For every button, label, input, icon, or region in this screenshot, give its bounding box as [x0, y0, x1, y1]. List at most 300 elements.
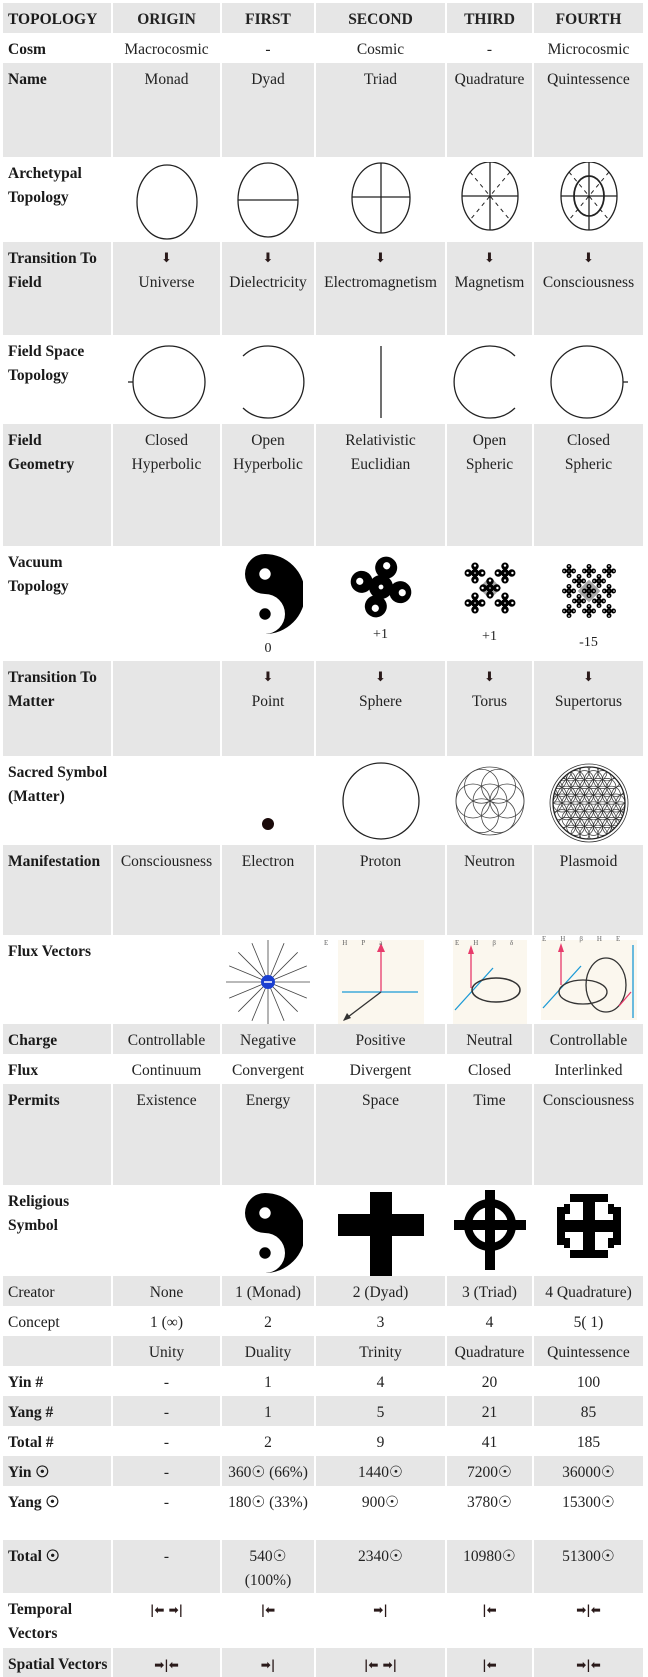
- row-permits: [3, 1084, 645, 1185]
- cell: [447, 1336, 534, 1366]
- cell: [316, 33, 447, 63]
- cell-text: 4 Quadrature): [545, 1284, 632, 1301]
- cell-text-line2: Hyperbolic: [233, 456, 303, 473]
- cell: [534, 935, 645, 1024]
- point-dot-icon: [222, 761, 314, 841]
- cell: [534, 1540, 645, 1593]
- header-origin: ORIGIN: [113, 3, 222, 33]
- cell-text-line2: Euclidian: [350, 456, 411, 473]
- cell: [113, 935, 222, 1024]
- cell-text: 1: [264, 1374, 272, 1391]
- cell: [447, 1456, 534, 1486]
- cell: [447, 335, 534, 424]
- cell-text: Space: [361, 1092, 399, 1109]
- field-open-right-arc-icon: [447, 340, 532, 424]
- cell: [534, 661, 645, 756]
- row-label: Yin ☉: [3, 1456, 113, 1486]
- cell: [222, 1054, 316, 1084]
- cell: [447, 1486, 534, 1540]
- cell-text: 900☉: [361, 1494, 400, 1511]
- cell: [222, 242, 316, 335]
- cell: [113, 1336, 222, 1366]
- vector-arrows-icon: |⬅ ➡|: [363, 1658, 398, 1672]
- vector-arrows-icon: |⬅ ➡|: [149, 1603, 184, 1617]
- cell: [534, 845, 645, 935]
- vector-arrows-icon: ➡|: [260, 1658, 276, 1672]
- vector-arrows-icon: ➡|⬅: [576, 1603, 601, 1617]
- cell: [316, 546, 447, 661]
- cell-text: Closed: [566, 432, 611, 449]
- seed-of-life-icon: [447, 761, 532, 841]
- cell: [447, 33, 534, 63]
- cell-text-line2: Hyperbolic: [131, 456, 202, 473]
- cell: [222, 157, 316, 242]
- vector-label: β: [579, 935, 583, 943]
- cell: [222, 1306, 316, 1336]
- arrow-down-icon: ⬇: [262, 670, 274, 685]
- cross-icon: [316, 1190, 445, 1276]
- cell: [534, 546, 645, 661]
- cell: [113, 1486, 222, 1540]
- cell: [534, 1084, 645, 1185]
- cell-text: 10980☉: [463, 1548, 516, 1565]
- cell: [534, 1648, 645, 1677]
- cell-text: -: [163, 1434, 170, 1451]
- cell-text: Controllable: [549, 1032, 628, 1049]
- cell: [447, 1540, 534, 1593]
- cell: [113, 63, 222, 157]
- cell: [534, 1336, 645, 1366]
- cell: [534, 1426, 645, 1456]
- cell: [447, 661, 534, 756]
- row-field-space-topology: [3, 335, 645, 424]
- cell-text: +1: [373, 627, 388, 642]
- archetype-eighths-circle-icon: [447, 162, 532, 242]
- cell-text: Neutral: [466, 1032, 513, 1049]
- cell-text: 3: [376, 1314, 385, 1331]
- cell: [447, 1054, 534, 1084]
- row-label: Sacred Symbol (Matter): [3, 756, 113, 845]
- cell: [447, 1185, 534, 1276]
- archetype-double-circle-icon: [534, 162, 643, 242]
- cell: [222, 1276, 316, 1306]
- row-label: Vacuum Topology: [3, 546, 113, 661]
- row-label: Flux Vectors: [3, 935, 113, 1024]
- cell-text: Point: [251, 693, 285, 710]
- row-temporal-vectors: [3, 1593, 645, 1648]
- cell: [222, 935, 316, 1024]
- cell-text: 1 (Monad): [235, 1284, 301, 1301]
- arrow-down-icon: ⬇: [484, 670, 495, 685]
- cell-text: 21: [481, 1404, 498, 1421]
- archetype-circle-icon: [113, 162, 220, 242]
- cell: [222, 1185, 316, 1276]
- cell: [447, 242, 534, 335]
- vector-arrows-icon: ➡|⬅: [576, 1658, 601, 1672]
- cell-text: Closed: [144, 432, 189, 449]
- cell: [534, 1486, 645, 1540]
- arrow-down-icon: ⬇: [484, 251, 495, 266]
- electron-field-icon: [222, 940, 314, 1024]
- cell: [113, 1306, 222, 1336]
- vector-arrows-icon: |⬅: [482, 1603, 497, 1617]
- cell: [534, 157, 645, 242]
- row-archetypal-topology: [3, 157, 645, 242]
- row-yang: [3, 1396, 645, 1426]
- swirl-fractal-icon: [447, 551, 532, 625]
- cell: [316, 1336, 447, 1366]
- row-label: Total ☉: [3, 1540, 113, 1593]
- cell: [316, 1593, 447, 1648]
- cell: [534, 1456, 645, 1486]
- cell: [222, 1396, 316, 1426]
- row-sacred-symbol-matter: [3, 756, 645, 845]
- cell: [534, 424, 645, 546]
- cell-text: Dyad: [251, 71, 285, 88]
- vector-label: H: [342, 939, 348, 947]
- cell-text: 5: [376, 1404, 385, 1421]
- yin-yang-icon: [222, 1190, 314, 1276]
- vector-label: H: [596, 935, 602, 943]
- cell-text: 1: [264, 1404, 272, 1421]
- cell-text: Neutron: [464, 853, 515, 870]
- cell: [316, 1185, 447, 1276]
- cell-text: Open: [251, 432, 285, 449]
- cell-text: Divergent: [349, 1062, 412, 1079]
- cell-text: Convergent: [231, 1062, 305, 1079]
- cell: [534, 1276, 645, 1306]
- sphere-circle-icon: [316, 761, 445, 841]
- cell-text: Consciousness: [542, 274, 635, 291]
- row-label: Yang ☉: [3, 1486, 113, 1540]
- cell: [447, 157, 534, 242]
- cell: [113, 1396, 222, 1426]
- cell-text: Existence: [136, 1092, 197, 1109]
- cell-text: 180☉ (33%): [228, 1494, 308, 1511]
- cell: [316, 1084, 447, 1185]
- cell: [534, 63, 645, 157]
- row-creator: [3, 1276, 645, 1306]
- cell-text: 3780☉: [467, 1494, 512, 1511]
- cell: [113, 1024, 222, 1054]
- cell-text: 0: [264, 641, 272, 656]
- cell: [222, 63, 316, 157]
- row-label: Religious Symbol: [3, 1185, 113, 1276]
- cell-text: -: [163, 1494, 170, 1511]
- cell: [316, 157, 447, 242]
- cell-text: Plasmoid: [559, 853, 618, 870]
- cell: [113, 157, 222, 242]
- cell: [113, 242, 222, 335]
- field-line-icon: [316, 340, 445, 424]
- cell-text: Macrocosmic: [124, 41, 209, 58]
- cell: [316, 1276, 447, 1306]
- vector-label: P: [361, 939, 366, 947]
- row-label: Temporal Vectors: [3, 1593, 113, 1648]
- cell-text: 1 (∞): [150, 1314, 183, 1331]
- cell-text: Consciousness: [120, 853, 213, 870]
- cell-text: Electromagnetism: [324, 274, 437, 291]
- row-concept: [3, 1306, 645, 1336]
- cell-text: Negative: [240, 1032, 296, 1049]
- row-label: [3, 1336, 113, 1366]
- cell: [447, 845, 534, 935]
- cell: [316, 424, 447, 546]
- cell: [316, 1456, 447, 1486]
- vector-label: H: [560, 935, 566, 943]
- cell: [222, 1426, 316, 1456]
- cell-text: Dielectricity: [229, 274, 307, 291]
- header-fourth: FOURTH: [534, 3, 645, 33]
- row-transition-to-matter: [3, 661, 645, 756]
- cell: [222, 1456, 316, 1486]
- row-flux: [3, 1054, 645, 1084]
- cell-text: 360☉ (66%): [228, 1464, 308, 1481]
- cell: [222, 1593, 316, 1648]
- cell-text: Magnetism: [454, 274, 525, 291]
- cell-text: 4: [376, 1374, 385, 1391]
- cell: [113, 845, 222, 935]
- cell: [113, 33, 222, 63]
- cell: [447, 1426, 534, 1456]
- cell-text: Unity: [148, 1344, 185, 1361]
- vector-arrows-icon: ➡|: [373, 1603, 388, 1617]
- row-label: Archetypal Topology: [3, 157, 113, 242]
- cell-text: None: [149, 1284, 184, 1301]
- row-label: Flux: [3, 1054, 113, 1084]
- row-yang: [3, 1486, 645, 1540]
- cell-text: Triad: [363, 71, 398, 88]
- cell: [113, 1593, 222, 1648]
- cell: [222, 33, 316, 63]
- cell-text: 9: [376, 1434, 385, 1451]
- vector-label: H: [473, 939, 479, 947]
- cell: [222, 335, 316, 424]
- cell-text: Electron: [241, 853, 295, 870]
- cell: [113, 546, 222, 661]
- cell-text: 100: [576, 1374, 601, 1391]
- cell: [113, 424, 222, 546]
- cell: [447, 1024, 534, 1054]
- cell: [113, 661, 222, 756]
- cell-text: Quadrature: [454, 1344, 525, 1361]
- cell-text: Closed: [467, 1062, 512, 1079]
- row-transition-to-field: [3, 242, 645, 335]
- cell-text: 7200☉: [467, 1464, 512, 1481]
- cell-text: Continuum: [131, 1062, 202, 1079]
- cell-text: 3 (Triad): [462, 1284, 517, 1301]
- row-charge: [3, 1024, 645, 1054]
- cell-text: Controllable: [127, 1032, 206, 1049]
- header-third: THIRD: [447, 3, 534, 33]
- row-label: Spatial Vectors: [3, 1648, 113, 1677]
- field-closed-circle-icon: [113, 340, 220, 424]
- row-label: Manifestation: [3, 845, 113, 935]
- cell-text: Universe: [138, 274, 195, 291]
- cell-text: Quintessence: [547, 1344, 630, 1361]
- cell-text: 5( 1): [573, 1314, 604, 1331]
- celtic-cross-icon: [447, 1190, 532, 1270]
- cell: [222, 756, 316, 845]
- cell-text: -: [163, 1404, 170, 1421]
- vector-arrows-icon: |⬅: [260, 1603, 276, 1617]
- vector-label: β: [492, 939, 496, 947]
- cell-text: 41: [481, 1434, 498, 1451]
- cell-text: 540☉: [249, 1548, 287, 1565]
- row-religious-symbol: [3, 1185, 645, 1276]
- row-label: Total #: [3, 1426, 113, 1456]
- cell: [316, 1648, 447, 1677]
- field-closed-circle-right-icon: [534, 340, 643, 424]
- row-label: Transition To Field: [3, 242, 113, 335]
- vector-arrows-icon: ➡|⬅: [154, 1658, 179, 1672]
- header-second: SECOND: [316, 3, 447, 33]
- cell-text: Consciousness: [542, 1092, 635, 1109]
- cell-text: 4: [485, 1314, 494, 1331]
- jerusalem-cross-icon: [534, 1190, 643, 1262]
- cell: [222, 1084, 316, 1185]
- cell: [316, 935, 447, 1024]
- cell: [113, 1540, 222, 1593]
- cell: [534, 1396, 645, 1426]
- cell: [316, 756, 447, 845]
- row-label: Field Geometry: [3, 424, 113, 546]
- cell: [222, 661, 316, 756]
- cell-text: Torus: [471, 693, 508, 710]
- archetype-quartered-circle-icon: [316, 162, 445, 242]
- cell: [113, 1456, 222, 1486]
- plasmoid-vectors-icon: [534, 940, 643, 1020]
- cell-text: 15300☉: [562, 1494, 615, 1511]
- cell-text: Sphere: [358, 693, 403, 710]
- cell-text: 2: [264, 1434, 272, 1451]
- field-open-left-arc-icon: [222, 340, 314, 424]
- cell-text: Energy: [245, 1092, 291, 1109]
- cell-text: -15: [579, 635, 598, 650]
- cell-text: Trinity: [359, 1344, 402, 1361]
- cell: [113, 1185, 222, 1276]
- cell: [113, 335, 222, 424]
- cell: [113, 1084, 222, 1185]
- cell: [316, 1306, 447, 1336]
- cell-text: 85: [580, 1404, 597, 1421]
- cell-text: Time: [473, 1092, 506, 1109]
- cell-text: 2: [264, 1314, 272, 1331]
- cell-text: Open: [472, 432, 507, 449]
- cell-text: 185: [576, 1434, 601, 1451]
- cell: [447, 1593, 534, 1648]
- cell: [222, 1648, 316, 1677]
- topology-table: [3, 3, 645, 1677]
- cell: [534, 33, 645, 63]
- row-label: Charge: [3, 1024, 113, 1054]
- cell: [447, 1396, 534, 1426]
- cell: [447, 935, 534, 1024]
- cell: [222, 1024, 316, 1054]
- cell-text-line2: Spheric: [564, 456, 613, 473]
- cell-text-line2: Spheric: [465, 456, 514, 473]
- cell: [113, 1426, 222, 1456]
- cell-text: Relativistic: [345, 432, 416, 449]
- row-label: Transition To Matter: [3, 661, 113, 756]
- header-row: [3, 3, 645, 33]
- cell: [316, 335, 447, 424]
- cell: [222, 845, 316, 935]
- cell: [534, 1185, 645, 1276]
- cell: [534, 242, 645, 335]
- cell-text: 51300☉: [562, 1548, 615, 1565]
- cell: [534, 1306, 645, 1336]
- cell: [222, 424, 316, 546]
- yin-yang-icon: [222, 551, 314, 637]
- cell-text: Quintessence: [547, 71, 630, 88]
- header-first: FIRST: [222, 3, 316, 33]
- cell: [222, 1486, 316, 1540]
- row-total: [3, 1540, 645, 1593]
- cell: [316, 1054, 447, 1084]
- arrow-down-icon: ⬇: [375, 670, 386, 685]
- row-label: Yin #: [3, 1366, 113, 1396]
- cell-text: 36000☉: [562, 1464, 615, 1481]
- row-yin: [3, 1456, 645, 1486]
- arrow-down-icon: ⬇: [262, 251, 274, 266]
- cell: [222, 1336, 316, 1366]
- cell: [534, 1593, 645, 1648]
- cell: [316, 1024, 447, 1054]
- cell: [447, 546, 534, 661]
- triskelion-swirl-icon: [316, 551, 445, 623]
- cell: [316, 63, 447, 157]
- row-flux-vectors: [3, 935, 645, 1024]
- row-total: [3, 1426, 645, 1456]
- row-field-geometry: [3, 424, 645, 546]
- row-cosm: [3, 33, 645, 63]
- cell: [222, 1540, 316, 1593]
- cell: [113, 1054, 222, 1084]
- vector-label: δ: [509, 939, 514, 947]
- arrow-down-icon: ⬇: [583, 251, 594, 266]
- cell-text: -: [163, 1548, 170, 1565]
- cell-text-line2: (100%): [244, 1572, 292, 1589]
- arrow-down-icon: ⬇: [583, 670, 594, 685]
- cell-text: +1: [482, 629, 497, 644]
- cell: [447, 63, 534, 157]
- cell: [447, 1276, 534, 1306]
- cell: [113, 1276, 222, 1306]
- cell-text: 2 (Dyad): [352, 1284, 409, 1301]
- cell: [447, 1084, 534, 1185]
- cell-text: Supertorus: [554, 693, 623, 710]
- cell-text: Interlinked: [554, 1062, 623, 1079]
- cell-text: -: [163, 1464, 170, 1481]
- cell-text: -: [163, 1374, 170, 1391]
- cell-text: -: [265, 41, 271, 58]
- cell-text: 2340☉: [358, 1548, 403, 1565]
- row-vacuum-topology: [3, 546, 645, 661]
- cell: [447, 756, 534, 845]
- cell: [534, 335, 645, 424]
- cell: [534, 1024, 645, 1054]
- row-manifestation: [3, 845, 645, 935]
- vector-label: E: [542, 935, 547, 943]
- row-label: Cosm: [3, 33, 113, 63]
- cell: [316, 1396, 447, 1426]
- row-spatial-vectors: [3, 1648, 645, 1677]
- vector-label: E: [615, 935, 621, 943]
- cell: [534, 756, 645, 845]
- cell-text: Cosmic: [356, 41, 405, 58]
- row-label: Yang #: [3, 1396, 113, 1426]
